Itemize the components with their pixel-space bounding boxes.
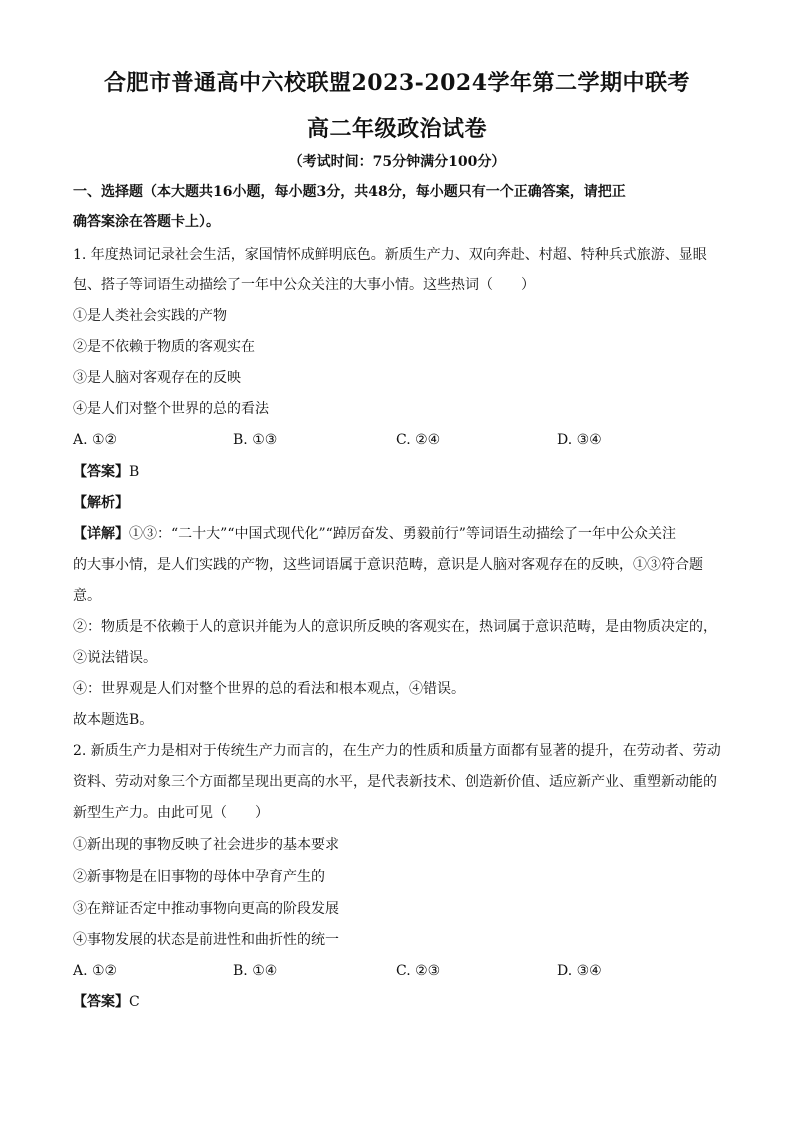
exam-time-note: （考试时间：75分钟满分100分） [288, 154, 506, 170]
answer-value: C [129, 994, 140, 1010]
q1-detail-line-3: 意。 [73, 588, 101, 604]
q1-item-1: ①是人类社会实践的产物 [73, 308, 227, 324]
q2-item-1: ①新出现的事物反映了社会进步的基本要求 [73, 837, 339, 853]
q1-detail-line-6: ④：世界观是人们对整个世界的总的看法和根本观点，④错误。 [73, 681, 465, 697]
answer-tag: 【答案】 [73, 464, 129, 480]
q1-item-2: ②是不依赖于物质的客观实在 [73, 339, 255, 355]
answer-tag: 【答案】 [73, 994, 129, 1010]
section-heading-cont: 确答案涂在答题卡上）。 [73, 214, 220, 230]
q1-item-4: ④是人们对整个世界的总的看法 [73, 401, 269, 417]
q1-analysis-tag [73, 494, 129, 512]
q1-option-c: C. ②④ [396, 432, 441, 448]
detail-text: ①③：“二十大”“中国式现代化”“踔厉奋发、勇毅前行”等词语生动描绘了一年中公众关注 [129, 526, 676, 542]
q1-conclusion: 故本题选B。 [73, 712, 154, 728]
q2-answer [73, 993, 140, 1011]
q2-stem: 2. 新质生产力是相对于传统生产力而言的，在生产力的性质和质量方面都有显著的提升，在劳动者、劳动 [73, 743, 721, 759]
q1-answer [73, 463, 139, 481]
q1-item-3: ③是人脑对客观存在的反映 [73, 370, 241, 386]
q2-option-d: D. ③④ [557, 963, 602, 979]
q1-option-a: A. ①② [73, 432, 118, 448]
q1-detail-line-5: ②说法错误。 [73, 650, 157, 666]
answer-value: B [129, 464, 140, 480]
q1-stem: 1. 年度热词记录社会生活，家国情怀成鲜明底色。新质生产力、双向奔赴、村超、特种兵式旅游、显眼 [73, 247, 707, 263]
detail-tag: 【详解】 [73, 526, 129, 542]
q2-stem-cont-1: 资料、劳动对象三个方面都呈现出更高的水平，是代表新技术、创造新价值、适应新产业、重塑新动能的 [73, 774, 717, 790]
q1-detail-line-4: ②：物质是不依赖于人的意识并能为人的意识所反映的客观实在，热词属于意识范畴，是由物质决定的， [73, 619, 717, 635]
q2-option-c: C. ②③ [396, 963, 441, 979]
q2-item-3: ③在辩证否定中推动事物向更高的阶段发展 [73, 901, 339, 917]
exam-title: 合肥市普通高中六校联盟2023-2024学年第二学期中联考 [103, 70, 691, 96]
q2-item-4: ④事物发展的状态是前进性和曲折性的统一 [73, 932, 339, 948]
exam-subtitle: 高二年级政治试卷 [306, 116, 487, 142]
q2-item-2: ②新事物是在旧事物的母体中孕育产生的 [73, 869, 325, 885]
q1-stem-cont: 包、搭子等词语生动描绘了一年中公众关注的大事小情。这些热词（ ） [73, 277, 535, 293]
q1-option-b: B. ①③ [233, 432, 278, 448]
section-heading: 一、选择题（本大题共16小题，每小题3分，共48分，每小题只有一个正确答案，请把正 [73, 184, 626, 200]
q2-option-a: A. ①② [73, 963, 118, 979]
analysis-tag: 【解析】 [73, 495, 129, 511]
q1-detail-line-1 [73, 525, 676, 543]
q2-option-b: B. ①④ [233, 963, 278, 979]
q1-detail-line-2: 的大事小情，是人们实践的产物，这些词语属于意识范畴，意识是人脑对客观存在的反映，①③符合题 [73, 557, 703, 573]
q2-stem-cont-2: 新型生产力。由此可见（ ） [73, 805, 269, 821]
q1-option-d: D. ③④ [557, 432, 602, 448]
